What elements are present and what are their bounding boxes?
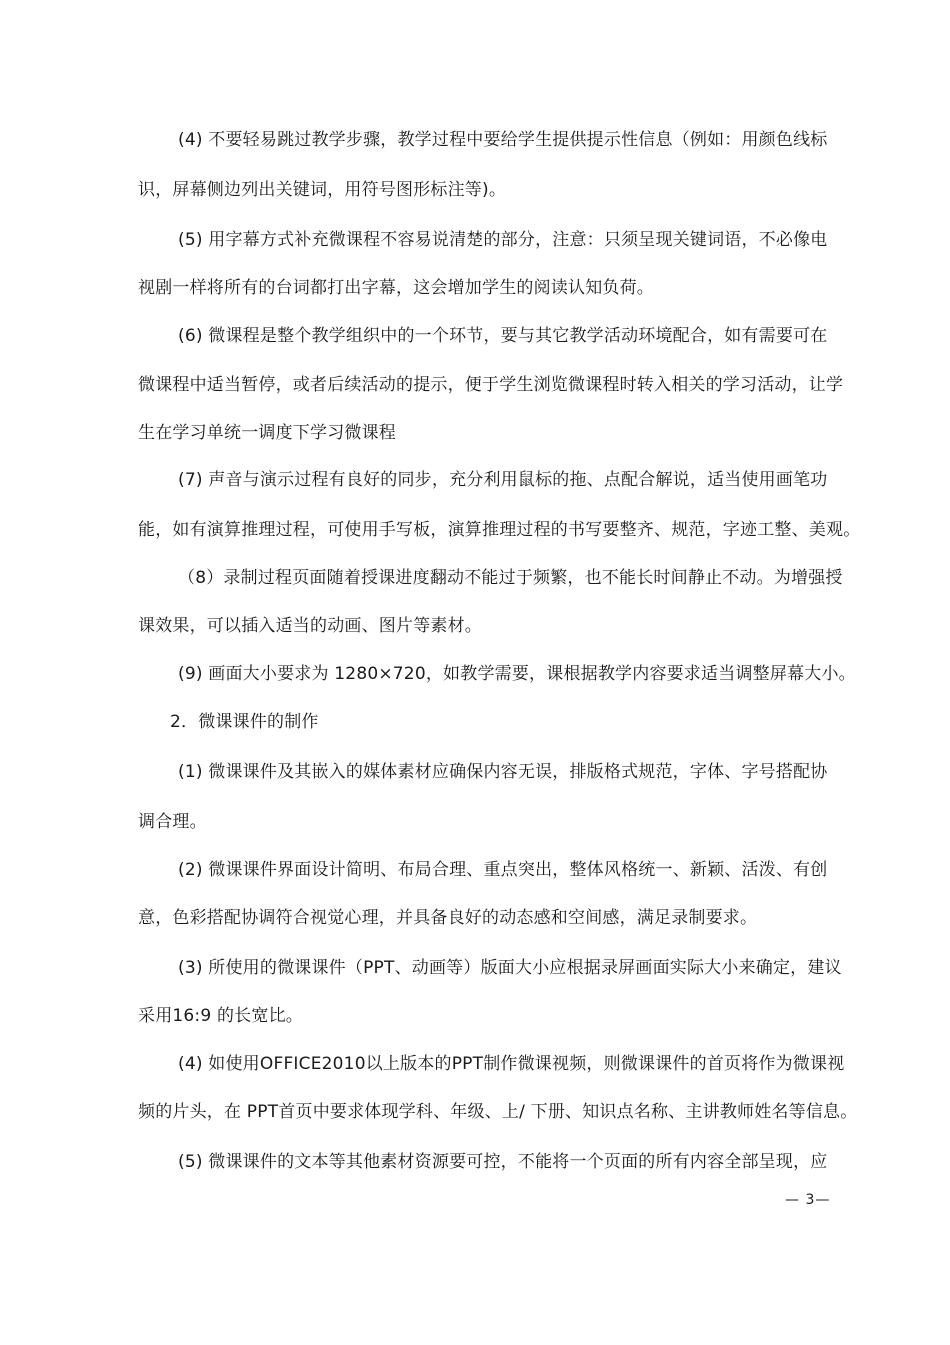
section-heading: 2．微课课件的制作 — [170, 712, 319, 732]
text-line: 能，如有演算推理过程，可使用手写板，演算推理过程的书写要整齐、规范，字迹工整、美观。 — [138, 520, 861, 540]
text-line: 采用16:9 的长宽比。 — [138, 1006, 303, 1026]
text-line: (9) 画面大小要求为 1280×720，如教学需要，课根据教学内容要求适当调整屏幕大小。 — [178, 664, 856, 684]
text-line: (5) 用字幕方式补充微课程不容易说清楚的部分，注意：只须呈现关键词语，不必像电 — [178, 230, 828, 250]
text-line: 视剧一样将所有的台词都打出字幕，这会增加学生的阅读认知负荷。 — [138, 278, 654, 298]
text-line: (2) 微课课件界面设计简明、布局合理、重点突出，整体风格统一、新颖、活泼、有创 — [178, 860, 828, 880]
text-line: (1) 微课课件及其嵌入的媒体素材应确保内容无误，排版格式规范，字体、字号搭配协 — [178, 762, 828, 782]
text-line: (4) 如使用OFFICE2010以上版本的PPT制作微课视频，则微课课件的首页将作为微课视 — [178, 1054, 845, 1074]
text-line: 生在学习单统一调度下学习微课程 — [138, 423, 396, 443]
text-line: 频的片头，在 PPT首页中要求体现学科、年级、上/ 下册、知识点名称、主讲教师姓名等信息。 — [138, 1102, 858, 1122]
text-line: (6) 微课程是整个教学组织中的一个环节，要与其它教学活动环境配合，如有需要可在 — [178, 326, 828, 346]
text-line: (4) 不要轻易跳过教学步骤，教学过程中要给学生提供提示性信息（例如：用颜色线标 — [178, 130, 828, 150]
text-line: 课效果，可以插入适当的动画、图片等素材。 — [138, 616, 482, 636]
text-line: （8）录制过程页面随着授课进度翻动不能过于频繁，也不能长时间静止不动。为增强授 — [178, 568, 843, 588]
text-line: (3) 所使用的微课课件（PPT、动画等）版面大小应根据录屏画面实际大小来确定，建议 — [178, 958, 842, 978]
text-line: (5) 微课课件的文本等其他素材资源要可控，不能将一个页面的所有内容全部呈现，应 — [178, 1152, 828, 1172]
text-line: 识，屏幕侧边列出关键词，用符号图形标注等)。 — [138, 180, 507, 200]
page-number: — 3— — [785, 1192, 831, 1208]
text-line: 微课程中适当暂停，或者后续活动的提示，便于学生浏览微课程时转入相关的学习活动，让学 — [138, 375, 844, 395]
text-line: 调合理。 — [138, 812, 207, 832]
text-line: (7) 声音与演示过程有良好的同步，充分利用鼠标的拖、点配合解说，适当使用画笔功 — [178, 470, 828, 490]
text-line: 意，色彩搭配协调符合视觉心理，并具备良好的动态感和空间感，满足录制要求。 — [138, 908, 758, 928]
